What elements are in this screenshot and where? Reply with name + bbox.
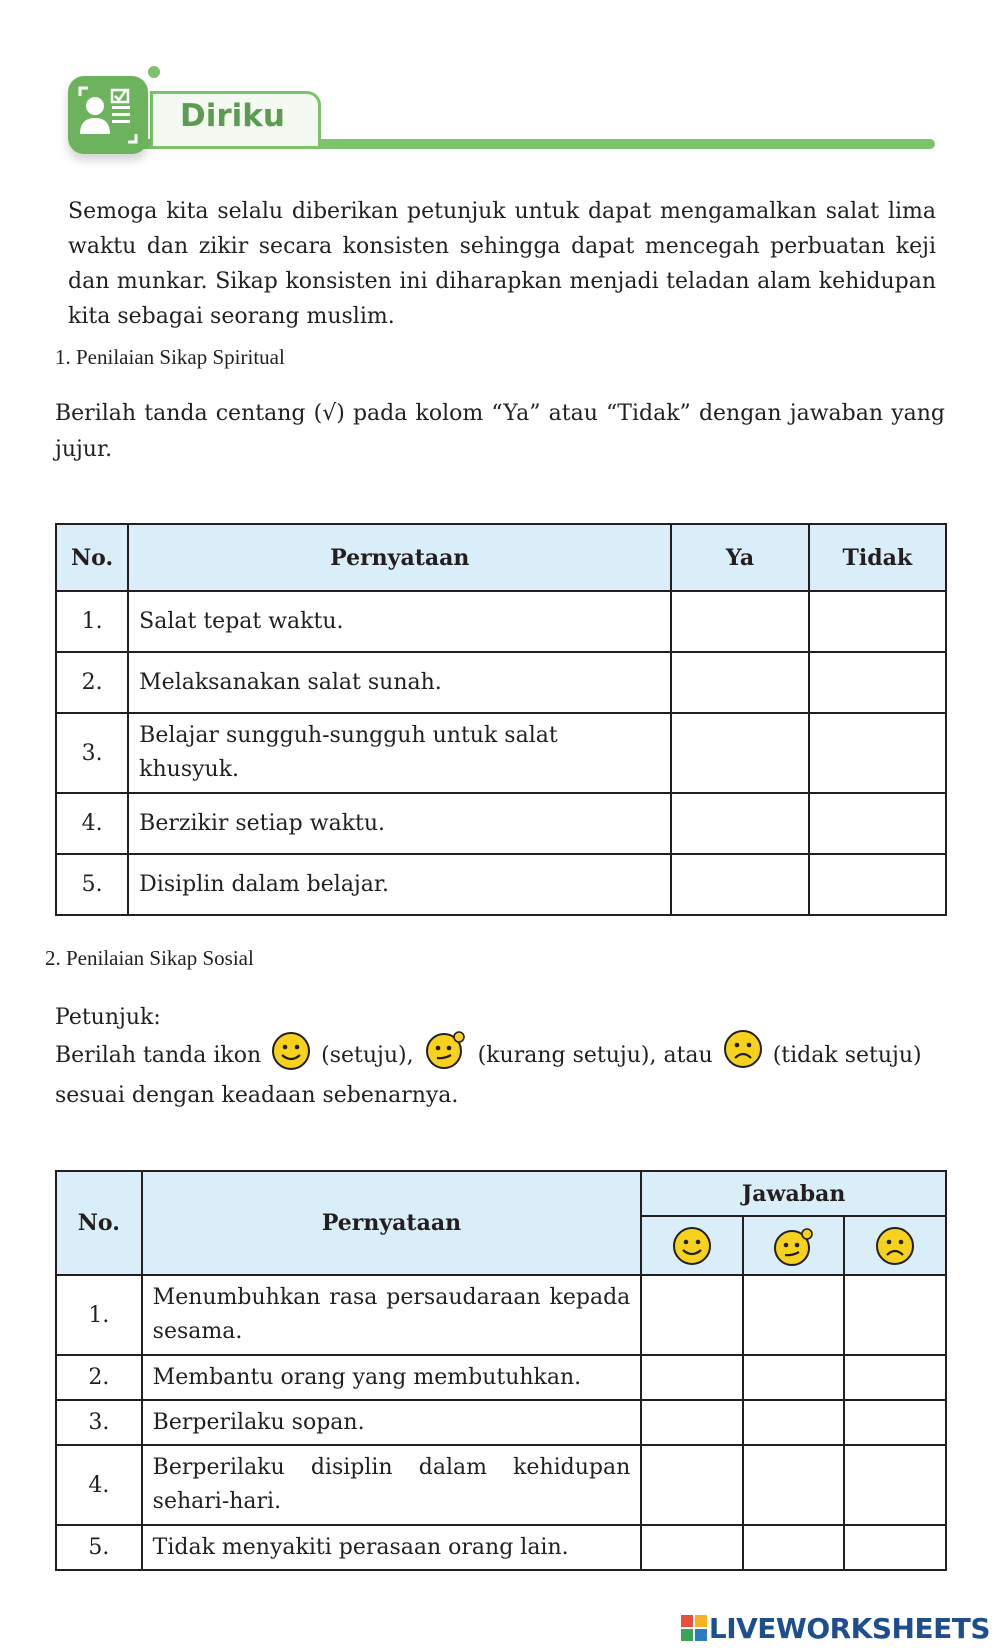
- logo-text: LIVEWORKSHEETS: [708, 1612, 990, 1645]
- row-statement: Disiplin dalam belajar.: [128, 854, 671, 915]
- unsure-cell[interactable]: [743, 1445, 845, 1525]
- smile-cell[interactable]: [641, 1275, 743, 1355]
- row-number: 1.: [56, 1275, 142, 1355]
- no-cell[interactable]: [809, 652, 946, 713]
- col-statement: Pernyataan: [128, 524, 671, 591]
- intro-paragraph: Semoga kita selalu diberikan petunjuk untuk dapat mengamalkan salat lima waktu dan zikir secara konsisten sehingga dapat mencegah perbuatan keji dan munkar. Sikap konsisten ini diharapkan menjadi teladan alam kehidupan kita sebagai seorang muslim.: [68, 199, 936, 329]
- row-statement: Melaksanakan salat sunah.: [128, 652, 671, 713]
- smile-icon: [671, 1225, 713, 1267]
- row-statement: Berzikir setiap waktu.: [128, 793, 671, 854]
- table-row: [56, 1525, 946, 1570]
- sad-icon: [874, 1225, 916, 1267]
- sad-cell[interactable]: [844, 1445, 946, 1525]
- table-row: [56, 1275, 946, 1355]
- sad-cell[interactable]: [844, 1355, 946, 1400]
- table-row: [56, 1400, 946, 1445]
- sad-cell[interactable]: [844, 1525, 946, 1570]
- no-cell[interactable]: [809, 713, 946, 793]
- row-number: 5.: [56, 1525, 142, 1570]
- row-number: 1.: [56, 591, 128, 652]
- smile-icon: [270, 1030, 312, 1072]
- row-statement: Berperilaku disiplin dalam kehidupan sehari-hari.: [142, 1445, 642, 1525]
- answer-sad: [844, 1216, 946, 1275]
- section2-title: 2. Penilaian Sikap Sosial: [45, 946, 254, 970]
- disagree-label: (tidak setuju): [772, 1043, 922, 1068]
- unsure-cell[interactable]: [743, 1275, 845, 1355]
- row-statement: Membantu orang yang membutuhkan.: [142, 1355, 642, 1400]
- table-header-row: [56, 524, 946, 591]
- agree-label: (setuju),: [321, 1043, 414, 1068]
- less-agree-label: (kurang setuju), atau: [477, 1043, 713, 1068]
- col-no: No.: [56, 1171, 142, 1275]
- row-number: 2.: [56, 652, 128, 713]
- col-yes: Ya: [671, 524, 808, 591]
- row-statement: Tidak menyakiti perasaan orang lain.: [142, 1525, 642, 1570]
- table-row: [56, 652, 946, 713]
- sad-cell[interactable]: [844, 1275, 946, 1355]
- yes-cell[interactable]: [671, 713, 808, 793]
- yes-cell[interactable]: [671, 591, 808, 652]
- row-number: 5.: [56, 854, 128, 915]
- row-number: 3.: [56, 1400, 142, 1445]
- no-cell[interactable]: [809, 591, 946, 652]
- unsure-cell[interactable]: [743, 1355, 845, 1400]
- row-statement: Salat tepat waktu.: [128, 591, 671, 652]
- section-header-title: Diriku: [180, 98, 285, 134]
- logo-grid-icon: [681, 1615, 707, 1641]
- row-number: 4.: [56, 1445, 142, 1525]
- smile-cell[interactable]: [641, 1355, 743, 1400]
- yes-cell[interactable]: [671, 652, 808, 713]
- unsure-cell[interactable]: [743, 1400, 845, 1445]
- yes-cell[interactable]: [671, 793, 808, 854]
- no-cell[interactable]: [809, 793, 946, 854]
- no-cell[interactable]: [809, 854, 946, 915]
- table-row: [56, 1355, 946, 1400]
- section2-instruction-line: [55, 1038, 945, 1078]
- yes-cell[interactable]: [671, 854, 808, 915]
- section1-title: 1. Penilaian Sikap Spiritual: [55, 345, 285, 369]
- instruction-end: sesuai dengan keadaan sebenarnya.: [55, 1083, 459, 1108]
- answer-smile: [641, 1216, 743, 1275]
- table-header-row: [56, 1171, 946, 1216]
- col-no: No.: [56, 524, 128, 591]
- row-statement: Belajar sungguh-sungguh untuk salat khusyuk.: [128, 713, 671, 793]
- col-no-answer: Tidak: [809, 524, 946, 591]
- table-row: [56, 854, 946, 915]
- table-row: [56, 1445, 946, 1525]
- row-number: 3.: [56, 713, 128, 793]
- row-statement: Menumbuhkan rasa persaudaraan kepada sesama.: [142, 1275, 642, 1355]
- smile-cell[interactable]: [641, 1525, 743, 1570]
- unsure-cell[interactable]: [743, 1525, 845, 1570]
- sad-cell[interactable]: [844, 1400, 946, 1445]
- row-number: 2.: [56, 1355, 142, 1400]
- decor-dot: [148, 66, 160, 78]
- table-row: [56, 591, 946, 652]
- profile-checklist-icon: [68, 76, 148, 154]
- hint-label: Petunjuk:: [55, 1005, 161, 1030]
- col-answer: Jawaban: [641, 1171, 946, 1216]
- row-statement: Berperilaku sopan.: [142, 1400, 642, 1445]
- unsure-icon: [423, 1028, 469, 1070]
- instruction-start: Berilah tanda ikon: [55, 1043, 262, 1068]
- spiritual-table: [55, 523, 947, 916]
- unsure-icon: [771, 1225, 817, 1267]
- smile-cell[interactable]: [641, 1445, 743, 1525]
- table-row: [56, 793, 946, 854]
- table-row: [56, 713, 946, 793]
- smile-cell[interactable]: [641, 1400, 743, 1445]
- col-statement: Pernyataan: [142, 1171, 642, 1275]
- answer-unsure: [743, 1216, 845, 1275]
- social-table: [55, 1170, 947, 1571]
- section1-instruction: Berilah tanda centang (√) pada kolom “Ya” atau “Tidak” dengan jawaban yang jujur.: [55, 401, 945, 462]
- sad-icon: [722, 1028, 764, 1070]
- liveworksheets-logo: [681, 1612, 990, 1645]
- row-number: 4.: [56, 793, 128, 854]
